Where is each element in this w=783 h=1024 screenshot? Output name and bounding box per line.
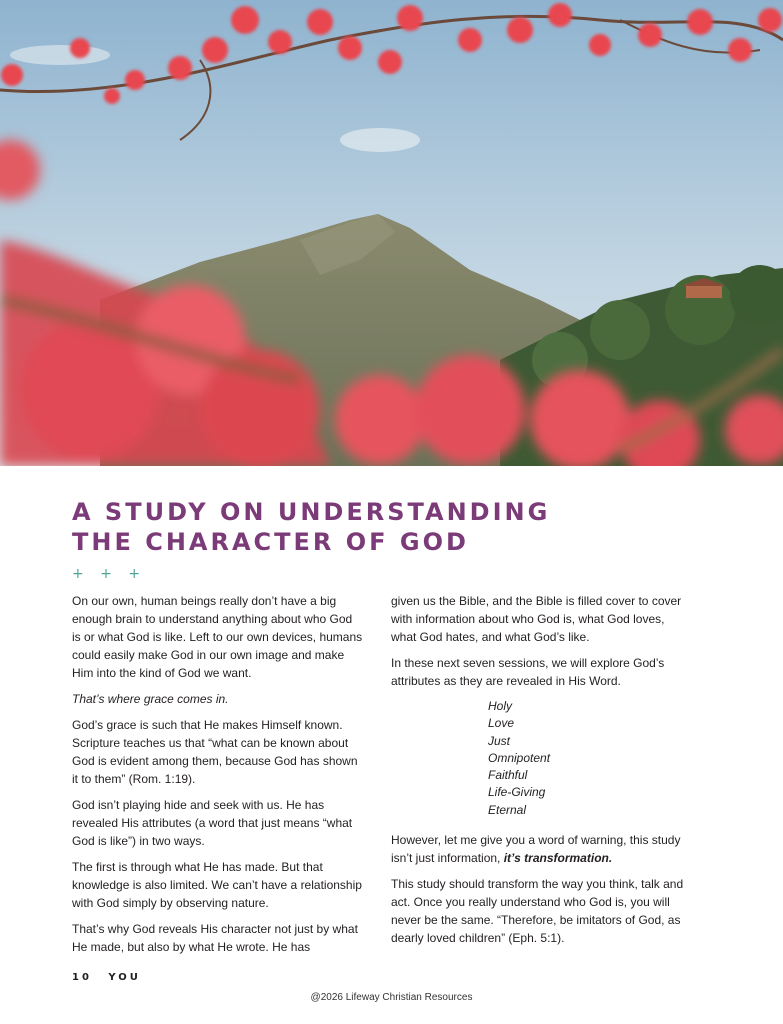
attribute-item: Eternal xyxy=(488,802,527,817)
paragraph: The first is through what He has made. But that knowledge is also limited. We can’t have a relationship with God simply by observing nature. xyxy=(72,860,362,910)
plus-ornament: + + + xyxy=(72,566,147,582)
attribute-item: Holy xyxy=(488,699,513,713)
title-line-1: A STUDY ON UNDERSTANDING xyxy=(72,498,551,526)
copyright-footer: @2026 Lifeway Christian Resources xyxy=(310,992,473,1003)
attributes-list xyxy=(488,698,689,819)
paragraph: On our own, human beings really don’t have a big enough brain to understand anything about who God is or what God is like. Left to our own devices, humans could easily make God in our own image and make Him into the kind of God we want. xyxy=(72,594,363,680)
paragraph: God isn’t playing hide and seek with us. He has revealed His attributes (a word that just means “what God is like”) in two ways. xyxy=(72,798,353,848)
italic-paragraph: That’s where grace comes in. xyxy=(72,692,229,706)
warning-text: However, let me give you a word of warning, this study isn’t just information, xyxy=(391,833,681,866)
emphasis-text: it’s transformation. xyxy=(503,851,613,866)
paragraph xyxy=(391,831,689,867)
paragraph: This study should transform the way you think, talk and act. Once you really understand who God is, you will never be the same. “Therefore, be imitators of God, as dearly loved children” (Eph. 5:1). xyxy=(391,877,684,946)
paragraph: given us the Bible, and the Bible is filled cover to cover with information about who God is, what God loves, what God hates, and what God’s like. xyxy=(391,594,682,644)
attribute-item: Faithful xyxy=(488,768,528,783)
hero-image xyxy=(0,0,783,466)
page-title xyxy=(72,497,550,557)
paragraph: That’s why God reveals His character not just by what He made, but also by what He wrote. He has xyxy=(72,922,358,954)
section-name: YOU xyxy=(108,972,141,983)
paragraph: God’s grace is such that He makes Himself known. Scripture teaches us that “what can be known about God is evident among them, because God has shown it to them” (Rom. 1:19). xyxy=(72,718,358,786)
paragraph: In these next seven sessions, we will explore God’s attributes as they are revealed in His Word. xyxy=(391,656,665,688)
attribute-item: Omnipotent xyxy=(488,750,551,765)
title-line-2: THE CHARACTER OF GOD xyxy=(72,528,469,556)
attribute-item: Life-Giving xyxy=(488,785,546,800)
left-column xyxy=(72,592,364,964)
page-number: 10 xyxy=(72,972,92,983)
right-column xyxy=(391,592,689,955)
attribute-item: Love xyxy=(488,716,515,731)
attribute-item: Just xyxy=(488,733,511,748)
page-folio xyxy=(72,972,141,983)
